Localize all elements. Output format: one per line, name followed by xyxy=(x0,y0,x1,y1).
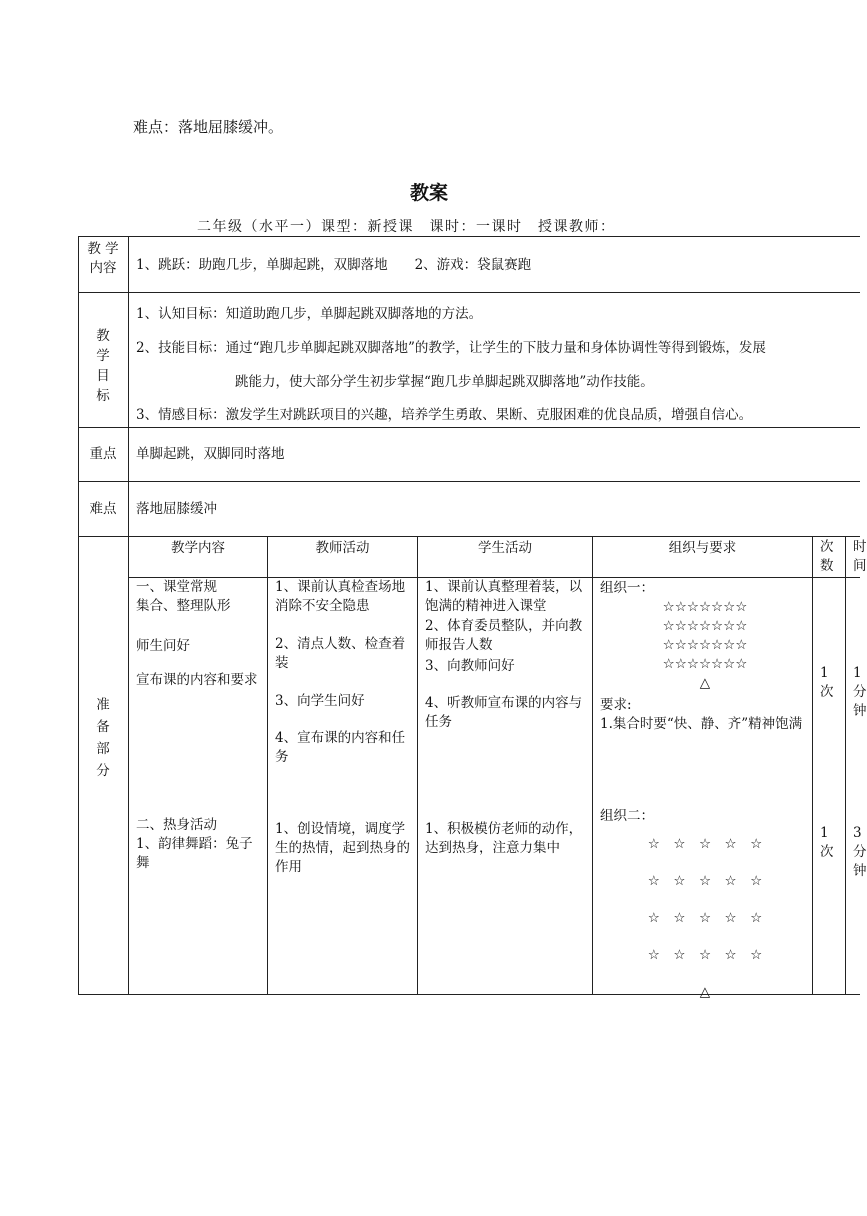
part1-announce: 宣布课的内容和要求 xyxy=(136,672,258,688)
part1-teacher-2: 2、清点人数、检查着装 xyxy=(275,636,406,671)
part1-student-4: 4、听教师宣布课的内容与任务 xyxy=(425,695,583,730)
star-row: ☆☆☆☆☆☆☆ xyxy=(662,656,748,672)
star-row: ☆ ☆ ☆ ☆ ☆ xyxy=(647,836,763,852)
part1-content: 一、课堂常规 集合、整理队形 xyxy=(136,579,231,614)
part1-student-3: 3、向教师问好 xyxy=(425,658,515,674)
part2-teacher: 1、创设情境，调度学生的热情，起到热身的作用 xyxy=(275,821,410,875)
part1-teacher-4: 4、宣布课的内容和任务 xyxy=(275,730,406,765)
part1-requirement: 1.集合时要“快、静、齐”精神饱满 xyxy=(600,716,803,732)
page-title: 教案 xyxy=(410,182,449,204)
part1-count: 1 次 xyxy=(820,665,834,700)
part2-content-item: 1、韵律舞蹈：兔子舞 xyxy=(136,836,253,871)
header-organization: 组织与要求 xyxy=(668,540,737,556)
prep-section-label: 准 备 部 分 xyxy=(96,697,110,779)
part2-formation xyxy=(620,826,790,1011)
difficulty-label: 难点 xyxy=(89,501,117,517)
part2-content: 二、热身活动 xyxy=(136,817,217,833)
content-row-label: 教 学 内容 xyxy=(87,241,119,276)
header-content: 教学内容 xyxy=(171,540,225,556)
part2-student: 1、积极模仿老师的动作，达到热身，注意力集中 xyxy=(425,821,583,856)
objective-skill-continued: 跳能力，使大部分学生初步掌握“跑几步单脚起跳双脚落地”动作技能。 xyxy=(235,374,654,390)
part2-count: 1 次 xyxy=(820,825,834,860)
objective-skill: 2、技能目标：通过“跑几步单脚起跳双脚落地”的教学，让学生的下肢力量和身体协调性等得到锻炼，发展 xyxy=(136,340,766,356)
star-row: ☆☆☆☆☆☆☆ xyxy=(662,637,748,653)
part1-org-label: 组织一： xyxy=(600,580,654,596)
lesson-info-subtitle: 二年级（水平一）课型：新授课 课时：一课时 授课教师： xyxy=(197,219,616,235)
header-teacher-activity: 教师活动 xyxy=(315,540,370,556)
star-row: ☆ ☆ ☆ ☆ ☆ xyxy=(647,947,763,963)
part1-teacher-3: 3、向学生问好 xyxy=(275,693,365,709)
content-row-text: 1、跳跃：助跑几步，单脚起跳，双脚落地 2、游戏：袋鼠赛跑 xyxy=(136,257,532,273)
part2-time: 3 分 钟 xyxy=(853,825,867,879)
star-row: ☆ ☆ ☆ ☆ ☆ xyxy=(647,873,763,889)
header-time: 时 间 xyxy=(853,539,867,574)
key-point-label: 重点 xyxy=(89,446,117,462)
difficulty-text: 落地屈膝缓冲 xyxy=(136,501,217,517)
objective-cognitive: 1、认知目标：知道助跑几步，单脚起跳双脚落地的方法。 xyxy=(136,306,483,322)
part2-org-label: 组织二： xyxy=(600,808,654,824)
teacher-triangle-icon: △ xyxy=(699,984,711,1000)
star-row: ☆☆☆☆☆☆☆ xyxy=(662,618,748,634)
key-point-text: 单脚起跳，双脚同时落地 xyxy=(136,446,285,462)
part1-student-2: 2、体育委员整队，并向教师报告人数 xyxy=(425,618,583,653)
part1-time: 1 分 钟 xyxy=(853,665,867,719)
objective-affective: 3、情感目标：激发学生对跳跃项目的兴趣，培养学生勇敢、果断、克服困难的优良品质，增强自信心。 xyxy=(136,407,753,423)
part1-greeting: 师生问好 xyxy=(136,638,190,654)
difficulty-intro-line: 难点：落地屈膝缓冲。 xyxy=(133,118,284,136)
star-row: ☆☆☆☆☆☆☆ xyxy=(662,599,748,615)
star-row: ☆ ☆ ☆ ☆ ☆ xyxy=(647,910,763,926)
part1-requirement-label: 要求: xyxy=(600,697,632,713)
part1-formation xyxy=(620,598,790,693)
part1-student-1: 1、课前认真整理着装，以饱满的精神进入课堂 xyxy=(425,579,583,614)
header-count: 次 数 xyxy=(820,539,834,574)
teacher-triangle-icon: △ xyxy=(699,675,711,691)
part1-teacher-1: 1、课前认真检查场地消除不安全隐患 xyxy=(275,579,406,614)
header-student-activity: 学生活动 xyxy=(478,540,532,556)
objectives-row-label: 教 学 目 标 xyxy=(96,328,110,404)
